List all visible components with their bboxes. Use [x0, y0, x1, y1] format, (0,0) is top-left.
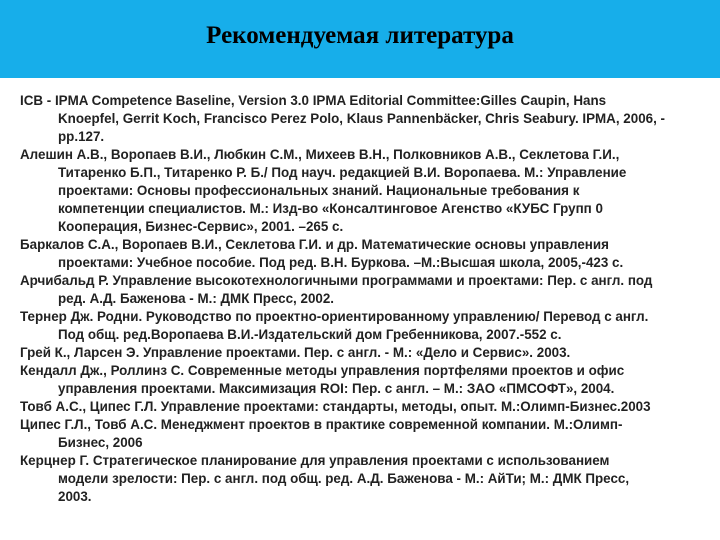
- slide-title: Рекомендуемая литература: [206, 22, 514, 49]
- reference-item: [20, 362, 710, 398]
- reference-item: [20, 344, 710, 362]
- reference-line: управления проектами. Максимизация ROI: Пер. с англ. – М.: ЗАО «ПМСОФТ», 2004.: [58, 381, 615, 396]
- reference-list: [20, 92, 710, 506]
- reference-item: [20, 398, 710, 416]
- reference-line: Товб А.С., Ципес Г.Л. Управление проектами: стандарты, методы, опыт. М.:Олимп-Бизнес.2003: [20, 399, 651, 414]
- reference-line: Титаренко Б.П., Титаренко Р. Б./ Под науч. редакцией В.И. Воропаева. М.: Управление: [58, 165, 627, 180]
- reference-line: проектами: Учебное пособие. Под ред. В.Н. Буркова. –М.:Высшая школа, 2005,-423 с.: [58, 255, 624, 270]
- reference-item: [20, 146, 710, 236]
- reference-line: Кендалл Дж., Роллинз С. Современные методы управления портфелями проектов и офис: [20, 363, 625, 378]
- reference-line: компетенции специалистов. М.: Изд-во «Консалтинговое Агенство «КУБС Групп 0: [58, 201, 603, 216]
- title-banner: [0, 0, 720, 78]
- reference-line: Ципес Г.Л., Товб А.С. Менеджмент проектов в практике современной компании. М.:Олимп-: [20, 417, 623, 432]
- reference-line: pp.127.: [58, 129, 105, 144]
- reference-line: Керцнер Г. Стратегическое планирование для управления проектами с использованием: [20, 453, 610, 468]
- reference-item: [20, 236, 710, 272]
- reference-line: Knoepfel, Gerrit Koch, Francisco Perez Polo, Klaus Pannenbäcker, Chris Seabury. IPMA, 2006, -: [58, 111, 665, 126]
- reference-line: ред. А.Д. Баженова - М.: ДМК Пресс, 2002.: [58, 291, 335, 306]
- reference-line: ICB - IPMA Competence Baseline, Version 3.0 IPMA Editorial Committee:Gilles Caupin, Hans: [20, 93, 607, 108]
- reference-item: [20, 92, 710, 146]
- reference-item: [20, 452, 710, 506]
- reference-item: [20, 272, 710, 308]
- reference-item: [20, 416, 710, 452]
- reference-line: Под общ. ред.Воропаева В.И.-Издательский дом Гребенникова, 2007.-552 с.: [58, 327, 562, 342]
- reference-line: Арчибальд Р. Управление высокотехнологичными программами и проектами: Пер. с англ. под: [20, 273, 653, 288]
- reference-line: проектами: Основы профессиональных знаний. Национальные требования к: [58, 183, 580, 198]
- reference-line: Тернер Дж. Родни. Руководство по проектно-ориентированному управлению/ Перевод с англ.: [20, 309, 649, 324]
- reference-item: [20, 308, 710, 344]
- reference-line: Кооперация, Бизнес-Сервис», 2001. –265 с.: [58, 219, 344, 234]
- reference-line: 2003.: [58, 489, 92, 504]
- reference-line: Грей К., Ларсен Э. Управление проектами. Пер. с англ. - М.: «Дело и Сервис». 2003.: [20, 345, 571, 360]
- reference-line: Баркалов С.А., Воропаев В.И., Секлетова Г.И. и др. Математические основы управления: [20, 237, 609, 252]
- reference-line: Алешин А.В., Воропаев В.И., Любкин С.М., Михеев В.Н., Полковников А.В., Секлетова Г.И.,: [20, 147, 620, 162]
- reference-line: модели зрелости: Пер. с англ. под общ. ред. А.Д. Баженова - М.: АйТи; М.: ДМК Пресс,: [58, 471, 630, 486]
- reference-line: Бизнес, 2006: [58, 435, 143, 450]
